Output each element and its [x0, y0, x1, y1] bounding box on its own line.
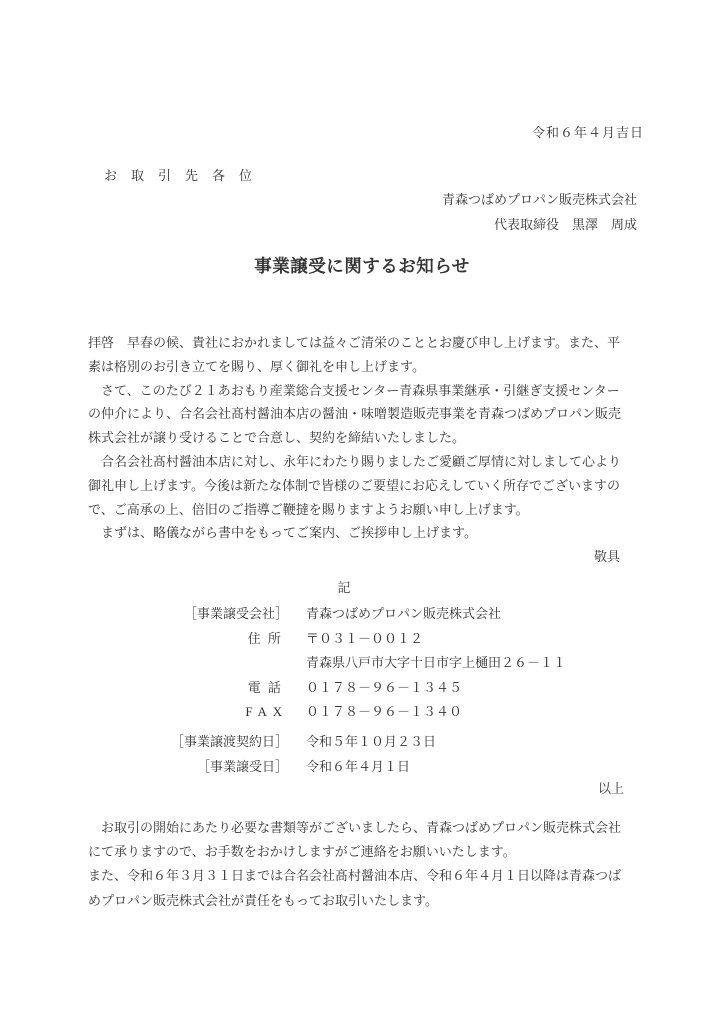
record-value: 青森つばめプロパン販売株式会社	[306, 606, 502, 621]
record-value: 令和６年４月１日	[306, 758, 411, 774]
contract-dates-block	[88, 730, 436, 779]
sender-company: 青森つばめプロパン販売株式会社	[441, 192, 637, 207]
record-label: 住所	[247, 630, 288, 646]
record-row	[88, 755, 436, 780]
end-marker-ijou: 以上	[597, 781, 624, 796]
paragraph-greeting: 拝啓 早春の候、貴社におかれましては益々ご清栄のこととお慶び申し上げます。また、平素は格別のお引き立てを賜り、厚く御礼を申し上げます。	[88, 335, 620, 374]
closing-keigu: 敬具	[593, 549, 620, 565]
record-value: 青森県八戸市大字十日市字上樋田２６－１１	[306, 655, 567, 670]
recipient-line: お取引先各位	[104, 168, 267, 183]
footer-block	[88, 816, 624, 913]
footer-paragraph-transition: また、令和６年３月３１日までは合名会社髙村醤油本店、令和６年４月１日以降は青森つばめプロパン販売株式会社が責任をもってお取引いたします。	[88, 868, 622, 908]
record-label: ［事業譲受日］	[196, 758, 288, 774]
paragraph-announcement: さて、このたび２１あおもり産業総合支援センター青森県事業継承・引継ぎ支援センターの仲介により、合名会社髙村醤油本店の醤油・味噌製造販売事業を青森つばめプロパン販売株式会社が譲り受けることで合意し、契約を締結いたしました。	[88, 382, 622, 446]
record-value: ０１７８－９６－１３４５	[306, 679, 463, 695]
record-value: 〒０３１－００１２	[306, 630, 424, 646]
record-row	[88, 676, 566, 701]
record-label: ［事業譲渡契約日］	[170, 734, 288, 749]
letter-date: 令和６年４月吉日	[531, 125, 644, 140]
record-block	[88, 602, 566, 725]
record-label: FAX	[245, 704, 288, 719]
record-row	[88, 730, 436, 755]
record-row	[88, 700, 566, 725]
paragraph-gratitude: 合名会社髙村醤油本店に対し、永年にわたり賜りましたご愛顧ご厚情に対しまして心より御礼申し上げます。今後は新たな体制で皆様のご要望にお応えしていく所存でございますので、ご高承の上、倍旧のご指導ご鞭撻を賜りますようお願い申し上げます。	[88, 453, 622, 517]
letter-body	[88, 331, 624, 569]
record-marker-ki: 記	[337, 580, 351, 595]
record-label: ［事業譲受会社］	[183, 606, 288, 621]
record-row	[88, 602, 566, 627]
record-label: 電話	[247, 679, 288, 695]
record-row	[88, 627, 566, 652]
record-value: ０１７８－９６－１３４０	[306, 704, 463, 719]
footer-paragraph-contact: お取引の開始にあたり必要な書類等がございましたら、青森つばめプロパン販売株式会社にて承りますので、お手数をおかけしますがご連絡をお願いいたします。	[88, 820, 622, 860]
record-label	[88, 651, 288, 676]
sender-block	[442, 188, 637, 237]
letter-title: 事業譲受に関するお知らせ	[254, 256, 470, 276]
record-value: 令和５年１０月２３日	[306, 734, 437, 749]
paragraph-closing-note: まずは、略儀ながら書中をもってご案内、ご挨拶申し上げます。	[88, 525, 477, 541]
sender-representative: 代表取締役 黒澤 周成	[493, 216, 637, 232]
record-row	[88, 651, 566, 676]
